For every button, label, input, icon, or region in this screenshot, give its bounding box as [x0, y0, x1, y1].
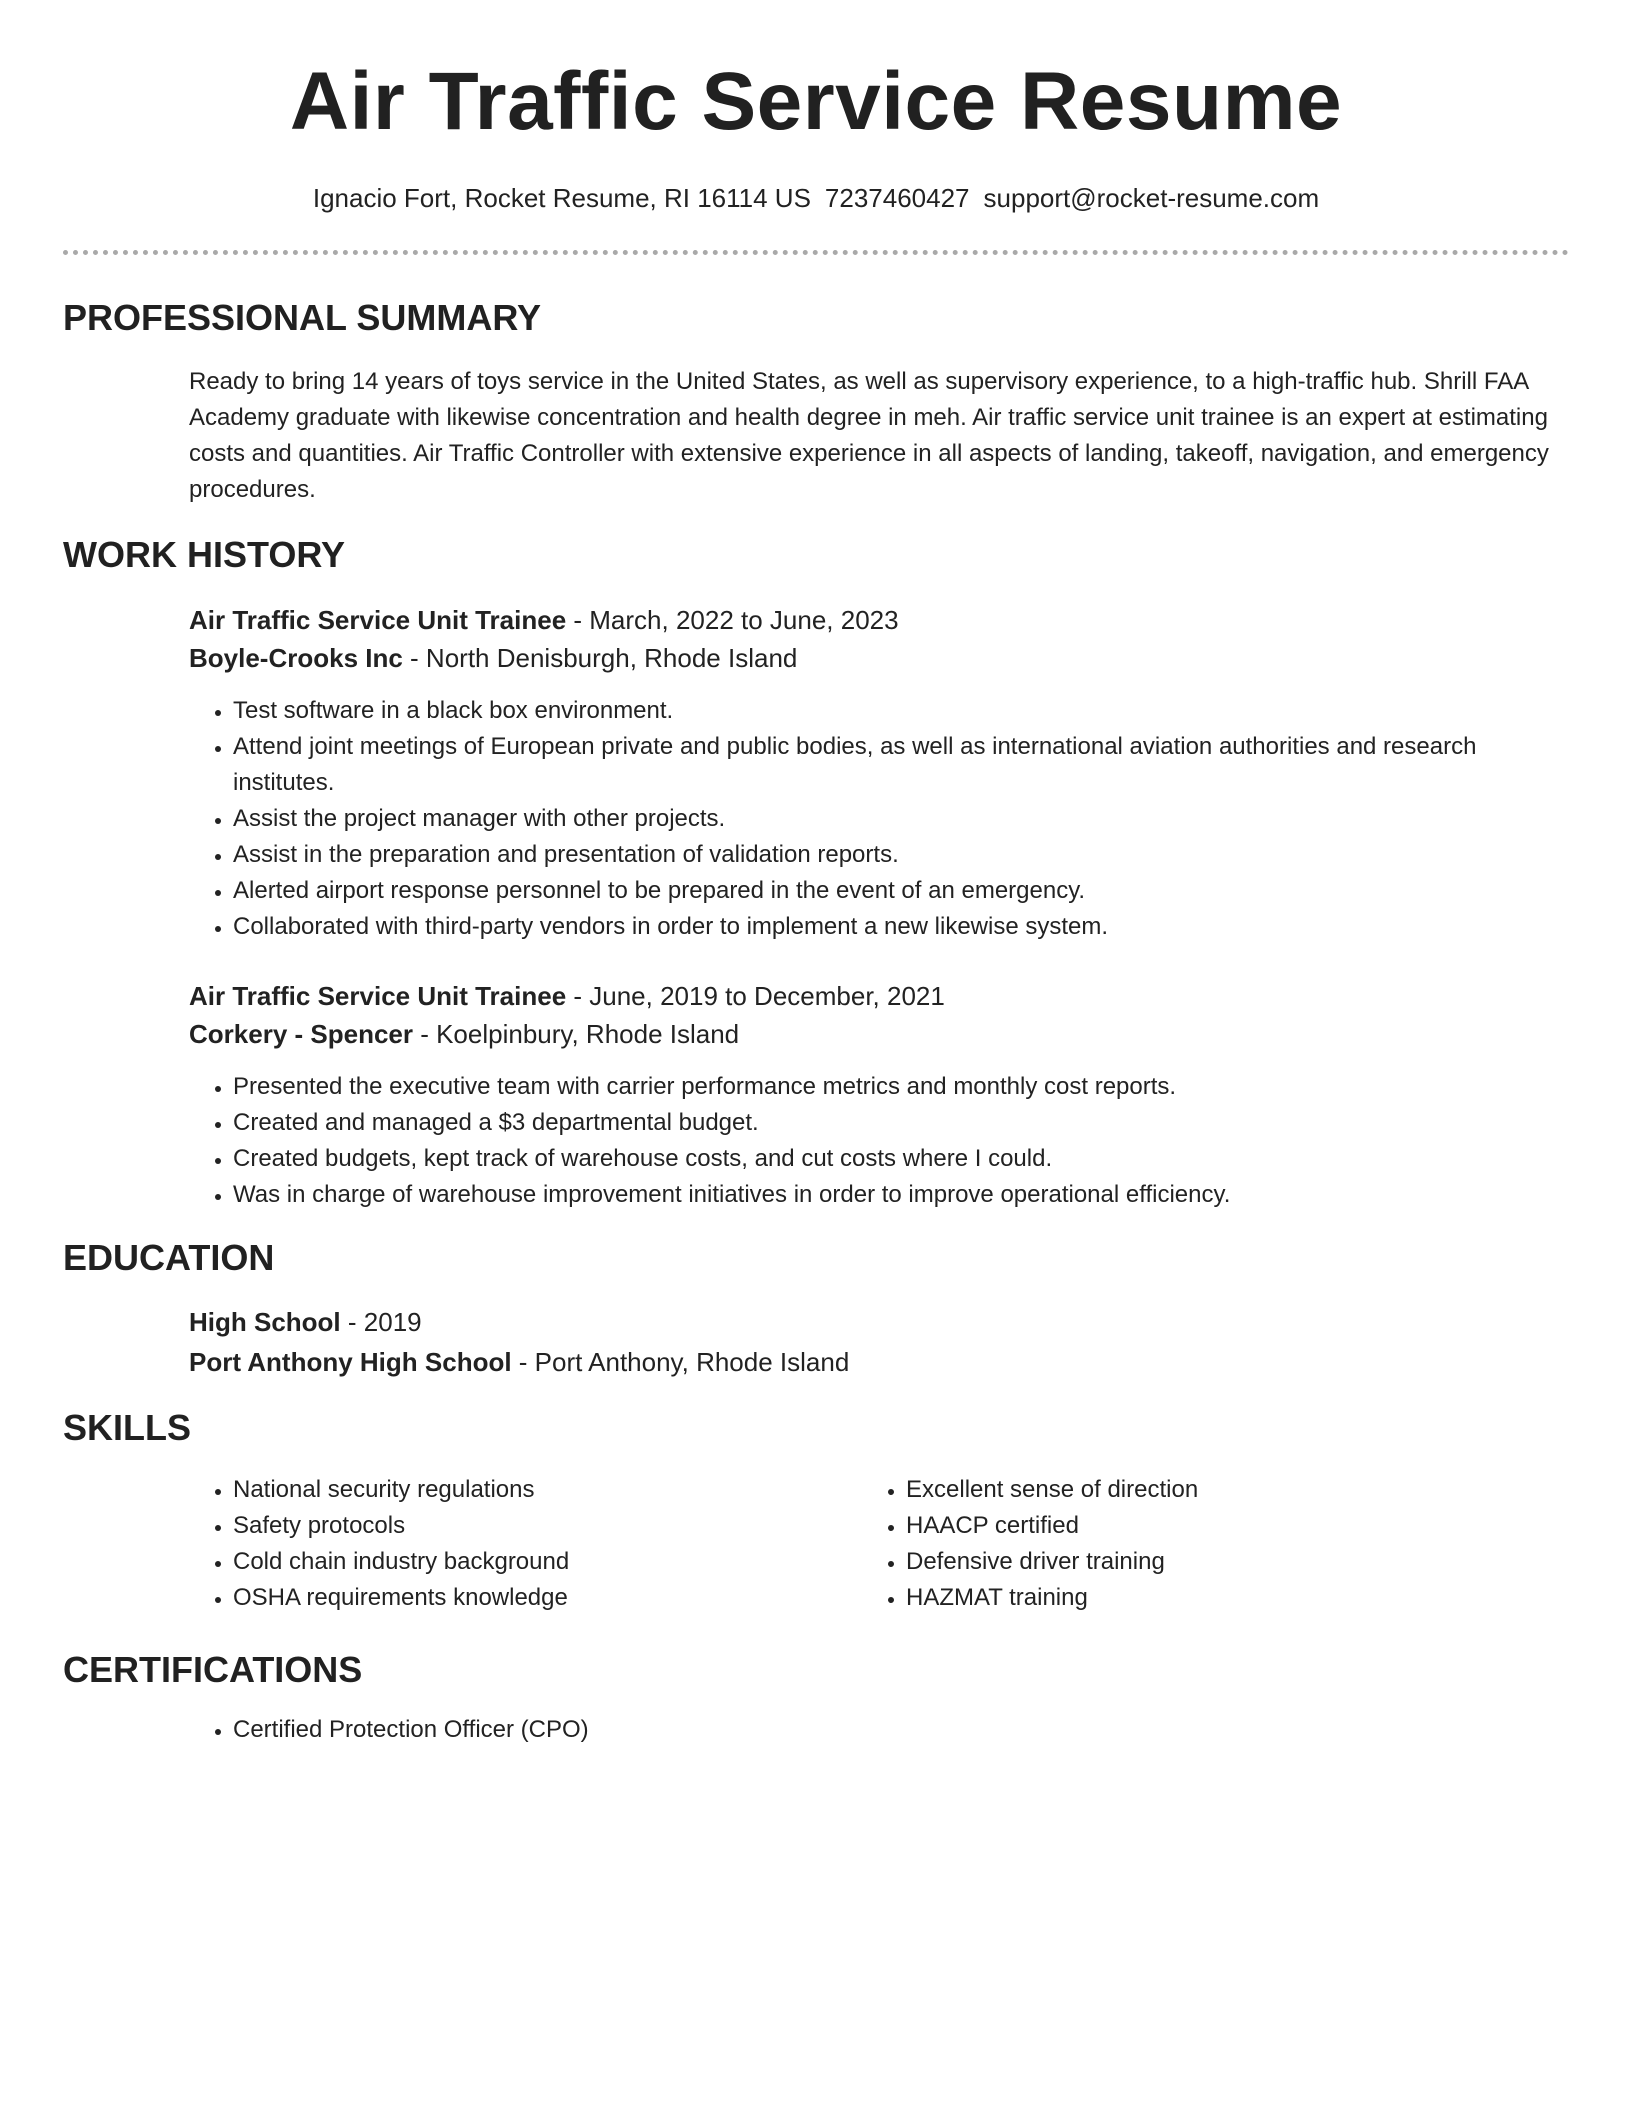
- education-year: - 2019: [340, 1307, 422, 1337]
- job-dates: - March, 2022 to June, 2023: [566, 605, 899, 635]
- contact-phone: 7237460427: [824, 183, 970, 213]
- list-item: • HAZMAT training: [906, 1580, 1556, 1616]
- education-school: Port Anthony High School: [189, 1347, 512, 1377]
- list-item: • Presented the executive team with carrier performance metrics and monthly cost reports.: [233, 1069, 1569, 1105]
- job-title-line: [189, 601, 899, 639]
- skills-list-right: [862, 1472, 1556, 1616]
- list-item: • Collaborated with third-party vendors in order to implement a new likewise system.: [233, 909, 1569, 945]
- summary-heading: PROFESSIONAL SUMMARY: [63, 297, 542, 338]
- list-item: • Assist in the preparation and presentation of validation reports.: [233, 837, 1569, 873]
- job-dates: - June, 2019 to December, 2021: [566, 981, 945, 1011]
- certifications-list: [189, 1712, 1569, 1748]
- skills-heading: SKILLS: [63, 1407, 192, 1448]
- education-school-line: [189, 1343, 849, 1381]
- job-company-line: [189, 639, 797, 677]
- list-item: • Cold chain industry background: [233, 1544, 853, 1580]
- list-item: • Attend joint meetings of European private and public bodies, as well as international aviation authorities and research institutes.: [233, 729, 1569, 801]
- work-history-heading: WORK HISTORY: [63, 534, 346, 575]
- skills-list-left: [189, 1472, 853, 1616]
- list-item: • Created and managed a $3 departmental budget.: [233, 1105, 1569, 1141]
- contact-line: [0, 178, 1632, 218]
- education-degree: High School: [189, 1307, 341, 1337]
- list-item: • Assist the project manager with other projects.: [233, 801, 1569, 837]
- list-item: • Alerted airport response personnel to be prepared in the event of an emergency.: [233, 873, 1569, 909]
- education-heading: EDUCATION: [63, 1237, 275, 1278]
- job-title: Air Traffic Service Unit Trainee: [189, 981, 567, 1011]
- summary-text: Ready to bring 14 years of toys service in the United States, as well as supervisory experience, to a high-traffic hub. Shrill FAA Academy graduate with likewise concentration and health degree in meh. Air traffic service unit trainee is an expert at estimating costs and quantities. Air Traffic Controller with extensive experience in all aspects of landing, takeoff, navigation, and emergency procedures.: [189, 368, 1549, 503]
- header-divider: [63, 250, 1569, 255]
- list-item: • HAACP certified: [906, 1508, 1556, 1544]
- list-item: • Created budgets, kept track of warehouse costs, and cut costs where I could.: [233, 1141, 1569, 1177]
- job-company-line: [189, 1015, 739, 1053]
- list-item: • Certified Protection Officer (CPO): [233, 1712, 1569, 1748]
- job-location: - Koelpinbury, Rhode Island: [412, 1019, 740, 1049]
- resume-title: Air Traffic Service Resume: [289, 56, 1343, 147]
- job-location: - North Denisburgh, Rhode Island: [402, 643, 798, 673]
- contact-email: support@rocket-resume.com: [983, 183, 1320, 213]
- job-company: Boyle-Crooks Inc: [189, 643, 403, 673]
- education-degree-line: [189, 1303, 422, 1341]
- list-item: • Test software in a black box environment.: [233, 693, 1569, 729]
- certifications-heading: CERTIFICATIONS: [63, 1649, 363, 1690]
- job-bullets: [189, 1069, 1569, 1213]
- list-item: • Was in charge of warehouse improvement initiatives in order to improve operational efficiency.: [233, 1177, 1569, 1213]
- job-title: Air Traffic Service Unit Trainee: [189, 605, 567, 635]
- job-title-line: [189, 977, 945, 1015]
- list-item: • Defensive driver training: [906, 1544, 1556, 1580]
- list-item: • OSHA requirements knowledge: [233, 1580, 853, 1616]
- list-item: • National security regulations: [233, 1472, 853, 1508]
- education-location: - Port Anthony, Rhode Island: [511, 1347, 850, 1377]
- list-item: • Safety protocols: [233, 1508, 853, 1544]
- contact-address: Ignacio Fort, Rocket Resume, RI 16114 US: [312, 183, 811, 213]
- list-item: • Excellent sense of direction: [906, 1472, 1556, 1508]
- job-bullets: [189, 693, 1569, 945]
- job-company: Corkery - Spencer: [189, 1019, 413, 1049]
